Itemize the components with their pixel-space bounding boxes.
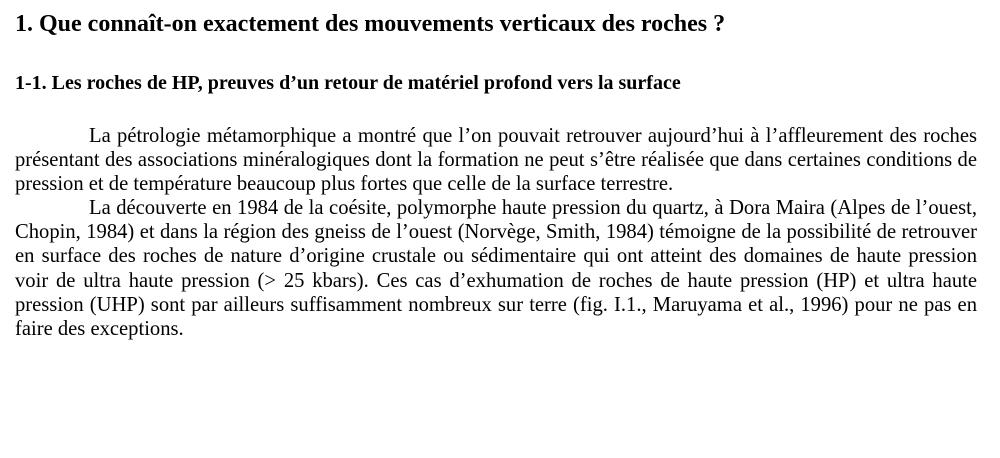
- subsection-heading: 1-1. Les roches de HP, preuves d’un retour de matériel profond vers la surface: [15, 72, 681, 94]
- paragraph-coesite: La découverte en 1984 de la coésite, polymorphe haute pression du quartz, à Dora Maira (Alpes de l’ouest, Chopin, 1984) et dans la région des gneiss de l’ouest (Norvège, Smith, 1984) témoigne de la possibilité de retrouver en surface des roches de nature d’origine crustale ou sédimentaire qui ont atteint des domaines de haute pression voir de ultra haute pression (> 25 kbars). Ces cas d’exhumation de roches de haute pression (HP) et ultra haute pression (UHP) sont par ailleurs suffisamment nombreux sur terre (fig. I.1., Maruyama et al., 1996) pour ne pas en faire des exceptions.: [15, 197, 977, 340]
- section-heading: 1. Que connaît-on exactement des mouvements verticaux des roches ?: [15, 11, 726, 37]
- paragraph-petrologie: La pétrologie métamorphique a montré que l’on pouvait retrouver aujourd’hui à l’affleurement des roches présentant des associations minéralogiques dont la formation ne peut s’être réalisée que dans certaines conditions de pression et de température beaucoup plus fortes que celle de la surface terrestre.: [15, 125, 977, 196]
- body-text: [15, 124, 977, 341]
